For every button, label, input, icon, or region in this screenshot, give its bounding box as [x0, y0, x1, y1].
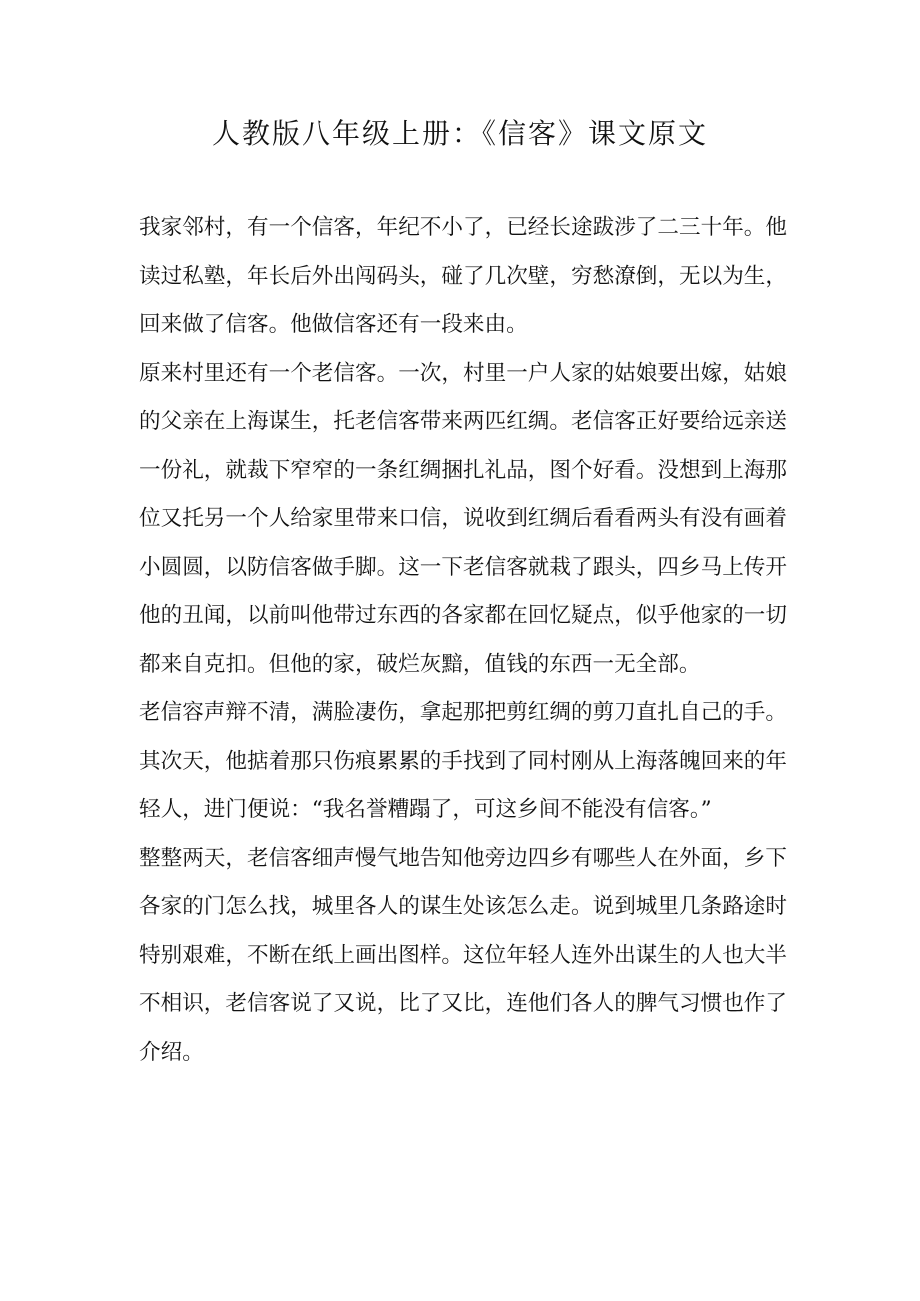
page-title: 人教版八年级上册：《信客》课文原文 [211, 117, 708, 150]
paragraph-2: 原来村里还有一个老信客。一次，村里一户人家的姑娘要出嫁，姑娘的父亲在上海谋生，托老信客带来两匹红绸。老信客正好要给远亲送一份礼，就裁下窄窄的一条红绸捆扎礼品，图个好看。没想到上海那位又托另一个人给家里带来口信，说收到红绸后看看两头有没有画着小圆圆，以防信客做手脚。这一下老信客就栽了跟头，四乡马上传开他的丑闻，以前叫他带过东西的各家都在回忆疑点，似乎他家的一切都来自克扣。但他的家，破烂灰黯，值钱的东西一无全部。 [139, 360, 787, 677]
paragraph-4: 整整两天，老信客细声慢气地告知他旁边四乡有哪些人在外面，乡下各家的门怎么找，城里各人的谋生处该怎么走。说到城里几条路途时特别艰难，不断在纸上画出图样。这位年轻人连外出谋生的人也大半不相识，老信客说了又说，比了又比，连他们各人的脾气习惯也作了介绍。 [139, 845, 787, 1065]
paragraph-3: 老信容声辩不清，满脸凄伤，拿起那把剪红绸的剪刀直扎自己的手。其次天，他掂着那只伤痕累累的手找到了同村刚从上海落魄回来的年轻人，进门便说：“我名誉糟蹋了，可这乡间不能没有信客。” [139, 700, 787, 822]
article-body [139, 204, 787, 1077]
paragraph-1: 我家邻村，有一个信客，年纪不小了，已经长途跋涉了二三十年。他读过私塾，年长后外出闯码头，碰了几次壁，穷愁潦倒，无以为生，回来做了信客。他做信客还有一段来由。 [139, 215, 787, 337]
